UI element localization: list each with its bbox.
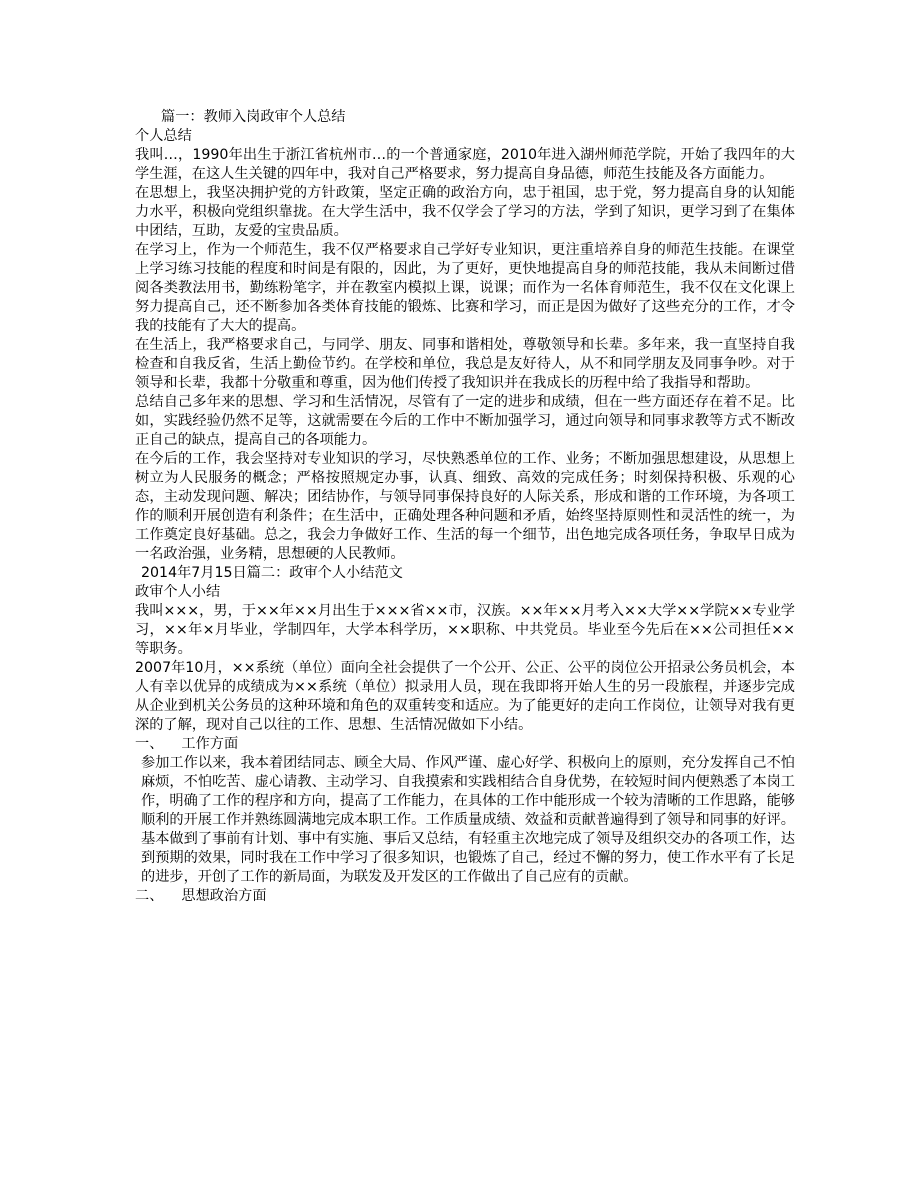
section2-title: 2014年7月15日篇二：政审个人小结范文 [141, 565, 403, 581]
section1-paragraph-1: 我叫…，1990年出生于浙江省杭州市…的一个普通家庭，2010年进入湖州师范学院，开始了我四年的大学生涯，在这人生关键的四年中，我对自己严格要求，努力提高自身品德，师范生技能及各方面能力。 [135, 147, 795, 182]
section2-heading-work: 一、 工作方面 [135, 736, 239, 752]
section2-paragraph-1: 我叫×××，男，于××年××月出生于×××省××市，汉族。××年××月考入××大学××学院××专业学习，××年×月毕业，学制四年，大学本科学历，××职称、中共党员。毕业至今先后在××公司担任××等职务。 [135, 603, 795, 657]
document-page [135, 108, 795, 906]
section1-paragraph-4: 在生活上，我严格要求自己，与同学、朋友、同事和谐相处，尊敬领导和长辈。多年来，我一直坚持自我检查和自我反省，生活上勤俭节约。在学校和单位，我总是友好待人，从不和同学朋友及同事争吵。对于领导和长辈，我都十分敬重和尊重，因为他们传授了我知识并在我成长的历程中给了我指导和帮助。 [135, 337, 795, 391]
section2-work-paragraph: 参加工作以来，我本着团结同志、顾全大局、作风严谨、虚心好学、积极向上的原则，充分发挥自己不怕麻烦，不怕吃苦、虚心请教、主动学习、自我摸索和实践相结合自身优势，在较短时间内便熟悉了本岗工作，明确了工作的程序和方向，提高了工作能力，在具体的工作中能形成一个较为清晰的工作思路，能够顺利的开展工作并熟练圆满地完成本职工作。工作质量成绩、效益和贡献普遍得到了领导和同事的好评。基本做到了事前有计划、事中有实施、事后又总结，有轻重主次地完成了领导及组织交办的各项工作，达到预期的效果，同时我在工作中学习了很多知识，也锻炼了自己，经过不懈的努力，使工作水平有了长足的进步，开创了工作的新局面，为联发及开发区的工作做出了自己应有的贡献。 [141, 755, 795, 885]
section1-title: 篇一：教师入岗政审个人总结 [161, 109, 346, 125]
section1-paragraph-5: 总结自己多年来的思想、学习和生活情况，尽管有了一定的进步和成绩，但在一些方面还存在着不足。比如，实践经验仍然不足等，这就需要在今后的工作中不断加强学习，通过向领导和同事求教等方式不断改正自己的缺点，提高自己的各项能力。 [135, 394, 795, 448]
section1-paragraph-2: 在思想上，我坚决拥护党的方针政策，坚定正确的政治方向，忠于祖国，忠于党，努力提高自身的认知能力水平，积极向党组织靠拢。在大学生活中，我不仅学会了学习的方法，学到了知识，更学习到了在集体中团结，互助，友爱的宝贵品质。 [135, 185, 795, 239]
section1-subtitle: 个人总结 [135, 128, 192, 144]
section2-paragraph-2: 2007年10月，××系统（单位）面向全社会提供了一个公开、公正、公平的岗位公开招录公务员机会，本人有幸以优异的成绩成为××系统（单位）拟录用人员，现在我即将开始人生的另一段旅程，并逐步完成从企业到机关公务员的这种环境和角色的双重转变和适应。为了能更好的走向工作岗位，让领导对我有更深的了解，现对自己以往的工作、思想、生活情况做如下小结。 [135, 660, 795, 733]
section2-heading-politics: 二、 思想政治方面 [135, 888, 267, 904]
section2-subtitle: 政审个人小结 [135, 584, 221, 600]
section1-paragraph-3: 在学习上，作为一个师范生，我不仅严格要求自己学好专业知识，更注重培养自身的师范生技能。在课堂上学习练习技能的程度和时间是有限的，因此，为了更好，更快地提高自身的师范技能，我从未间断过借阅各类教法用书，勤练粉笔字，并在教室内模拟上课，说课；而作为一名体育师范生，我不仅在文化课上努力提高自己，还不断参加各类体育技能的锻炼、比赛和学习，而正是因为做好了这些充分的工作，才令我的技能有了大大的提高。 [135, 242, 795, 334]
section1-paragraph-6: 在今后的工作，我会坚持对专业知识的学习，尽快熟悉单位的工作、业务；不断加强思想建设，从思想上树立为人民服务的概念；严格按照规定办事，认真、细致、高效的完成任务；时刻保持积极、乐观的心态，主动发现问题、解决；团结协作，与领导同事保持良好的人际关系，形成和谐的工作环境，为各项工作的顺利开展创造有利条件；在生活中，正确处理各种问题和矛盾，始终坚持原则性和灵活性的统一，为工作奠定良好基础。总之，我会力争做好工作、生活的每一个细节，出色地完成各项任务，争取早日成为一名政治强，业务精，思想硬的人民教师。 [135, 451, 795, 562]
